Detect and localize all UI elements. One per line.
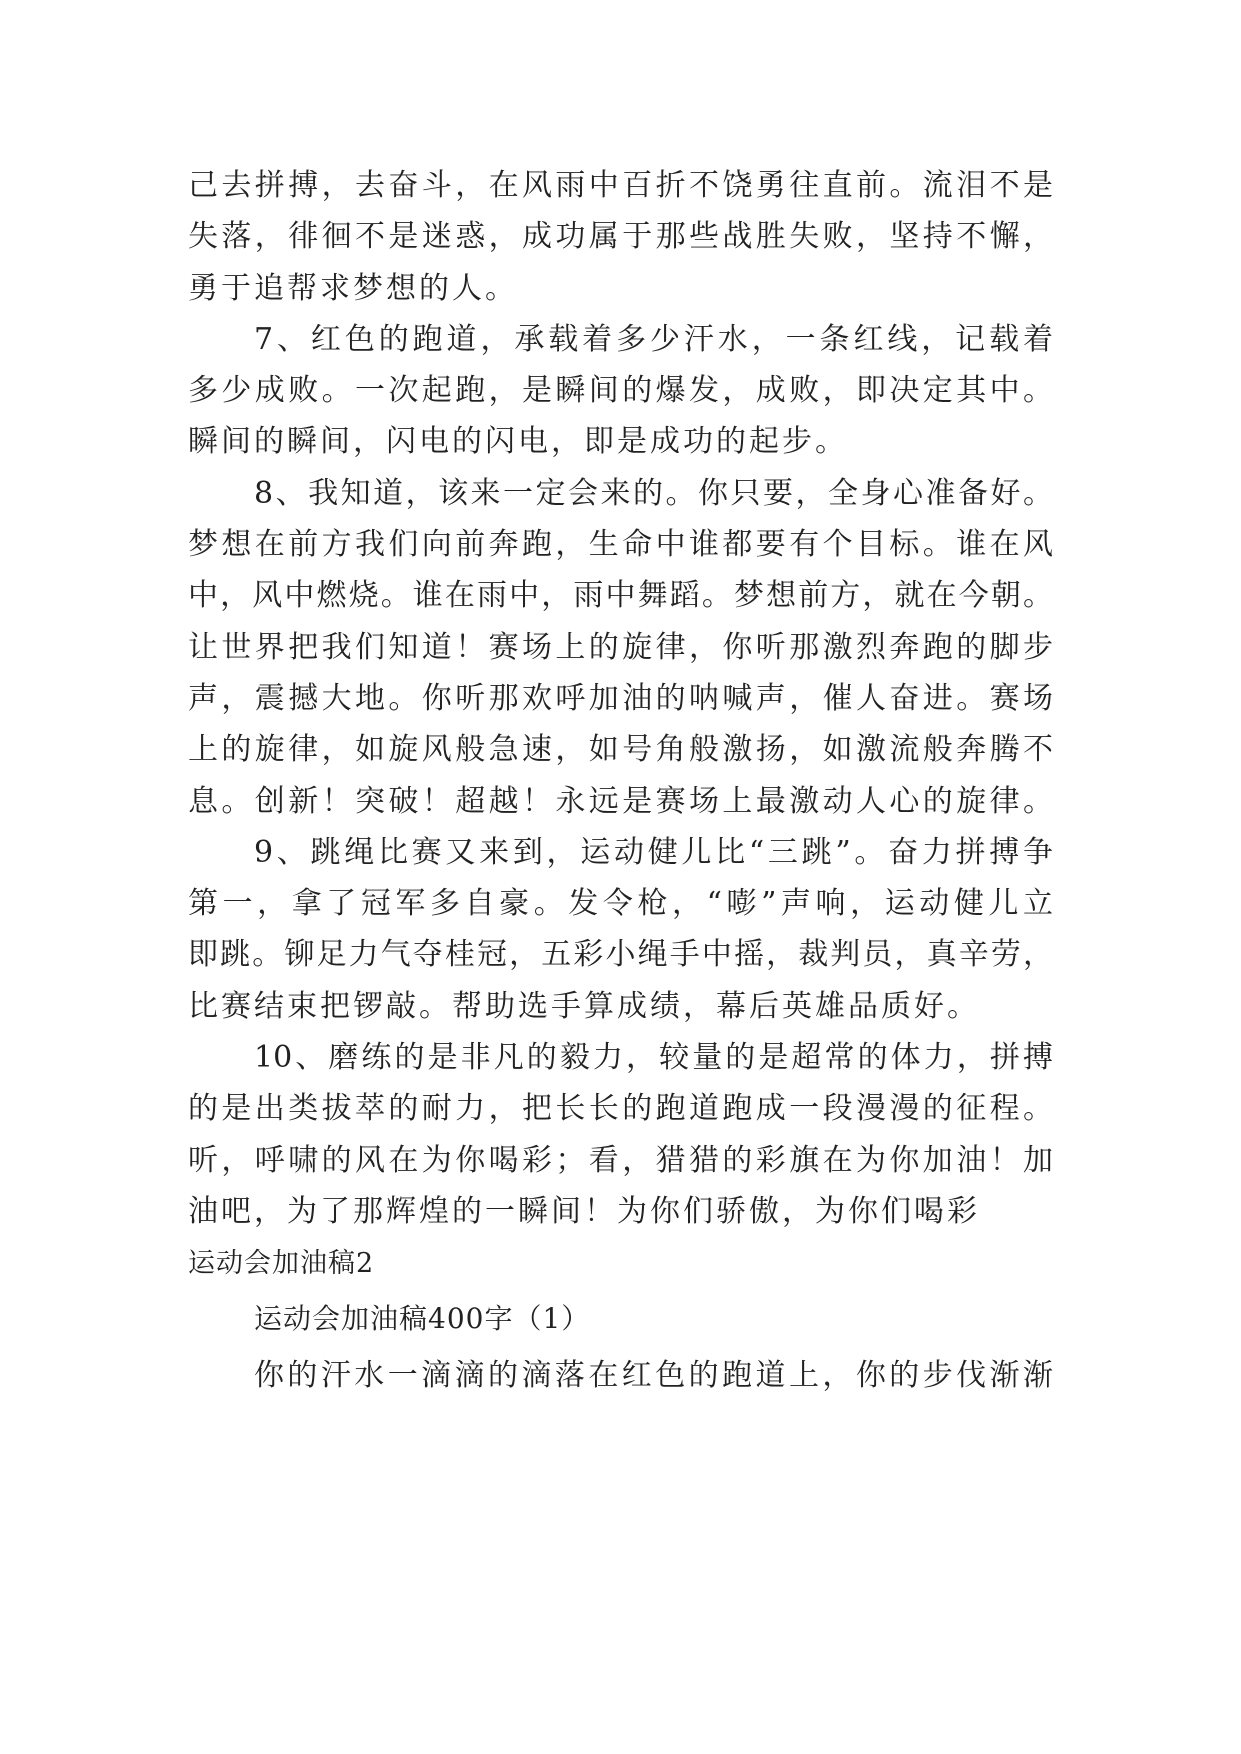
text-line: 即跳。铆足力气夺桂冠，五彩小绳手中摇，裁判员，真辛劳， — [188, 937, 1053, 972]
text-line: 中，风中燃烧。谁在雨中，雨中舞蹈。梦想前方，就在今朝。 — [188, 578, 1053, 613]
section-heading: 运动会加油稿2 — [188, 1248, 375, 1279]
text-line: 多少成败。一次起跑，是瞬间的爆发，成败，即决定其中。 — [188, 373, 1053, 408]
text-line: 让世界把我们知道！赛场上的旋律，你听那激烈奔跑的脚步 — [188, 630, 1053, 665]
text-line: 第一，拿了冠军多自豪。发令枪，“嘭”声响，运动健儿立 — [188, 886, 1053, 921]
text-line: 油吧，为了那辉煌的一瞬间！为你们骄傲，为你们喝彩 — [188, 1194, 980, 1229]
text-line: 息。创新！突破！超越！永远是赛场上最激动人心的旋律。 — [188, 784, 1053, 819]
text-line: 勇于追帮求梦想的人。 — [188, 271, 518, 306]
text-line: 的是出类拔萃的耐力，把长长的跑道跑成一段漫漫的征程。 — [188, 1091, 1053, 1126]
text-line: 10、磨练的是非凡的毅力，较量的是超常的体力，拼搏 — [254, 1040, 1053, 1075]
text-line: 7、红色的跑道，承载着多少汗水，一条红线，记载着 — [254, 322, 1053, 357]
text-line: 听，呼啸的风在为你喝彩；看，猎猎的彩旗在为你加油！加 — [188, 1143, 1053, 1178]
text-line: 8、我知道，该来一定会来的。你只要，全身心准备好。 — [254, 476, 1053, 511]
text-line: 9、跳绳比赛又来到，运动健儿比“三跳”。奋力拼搏争 — [254, 835, 1053, 870]
text-line: 你的汗水一滴滴的滴落在红色的跑道上，你的步伐渐渐 — [254, 1358, 1053, 1393]
text-line: 上的旋律，如旋风般急速，如号角般激扬，如激流般奔腾不 — [188, 732, 1053, 767]
subsection-heading: 运动会加油稿400字（1） — [254, 1302, 591, 1335]
text-line: 梦想在前方我们向前奔跑，生命中谁都要有个目标。谁在风 — [188, 527, 1053, 562]
text-line: 声，震撼大地。你听那欢呼加油的呐喊声，催人奋进。赛场 — [188, 681, 1053, 716]
text-line: 失落，徘徊不是迷惑，成功属于那些战胜失败，坚持不懈， — [188, 219, 1053, 254]
text-line: 瞬间的瞬间，闪电的闪电，即是成功的起步。 — [188, 424, 848, 459]
text-line: 己去拼搏，去奋斗，在风雨中百折不饶勇往直前。流泪不是 — [188, 168, 1053, 203]
text-line: 比赛结束把锣敲。帮助选手算成绩，幕后英雄品质好。 — [188, 989, 980, 1024]
